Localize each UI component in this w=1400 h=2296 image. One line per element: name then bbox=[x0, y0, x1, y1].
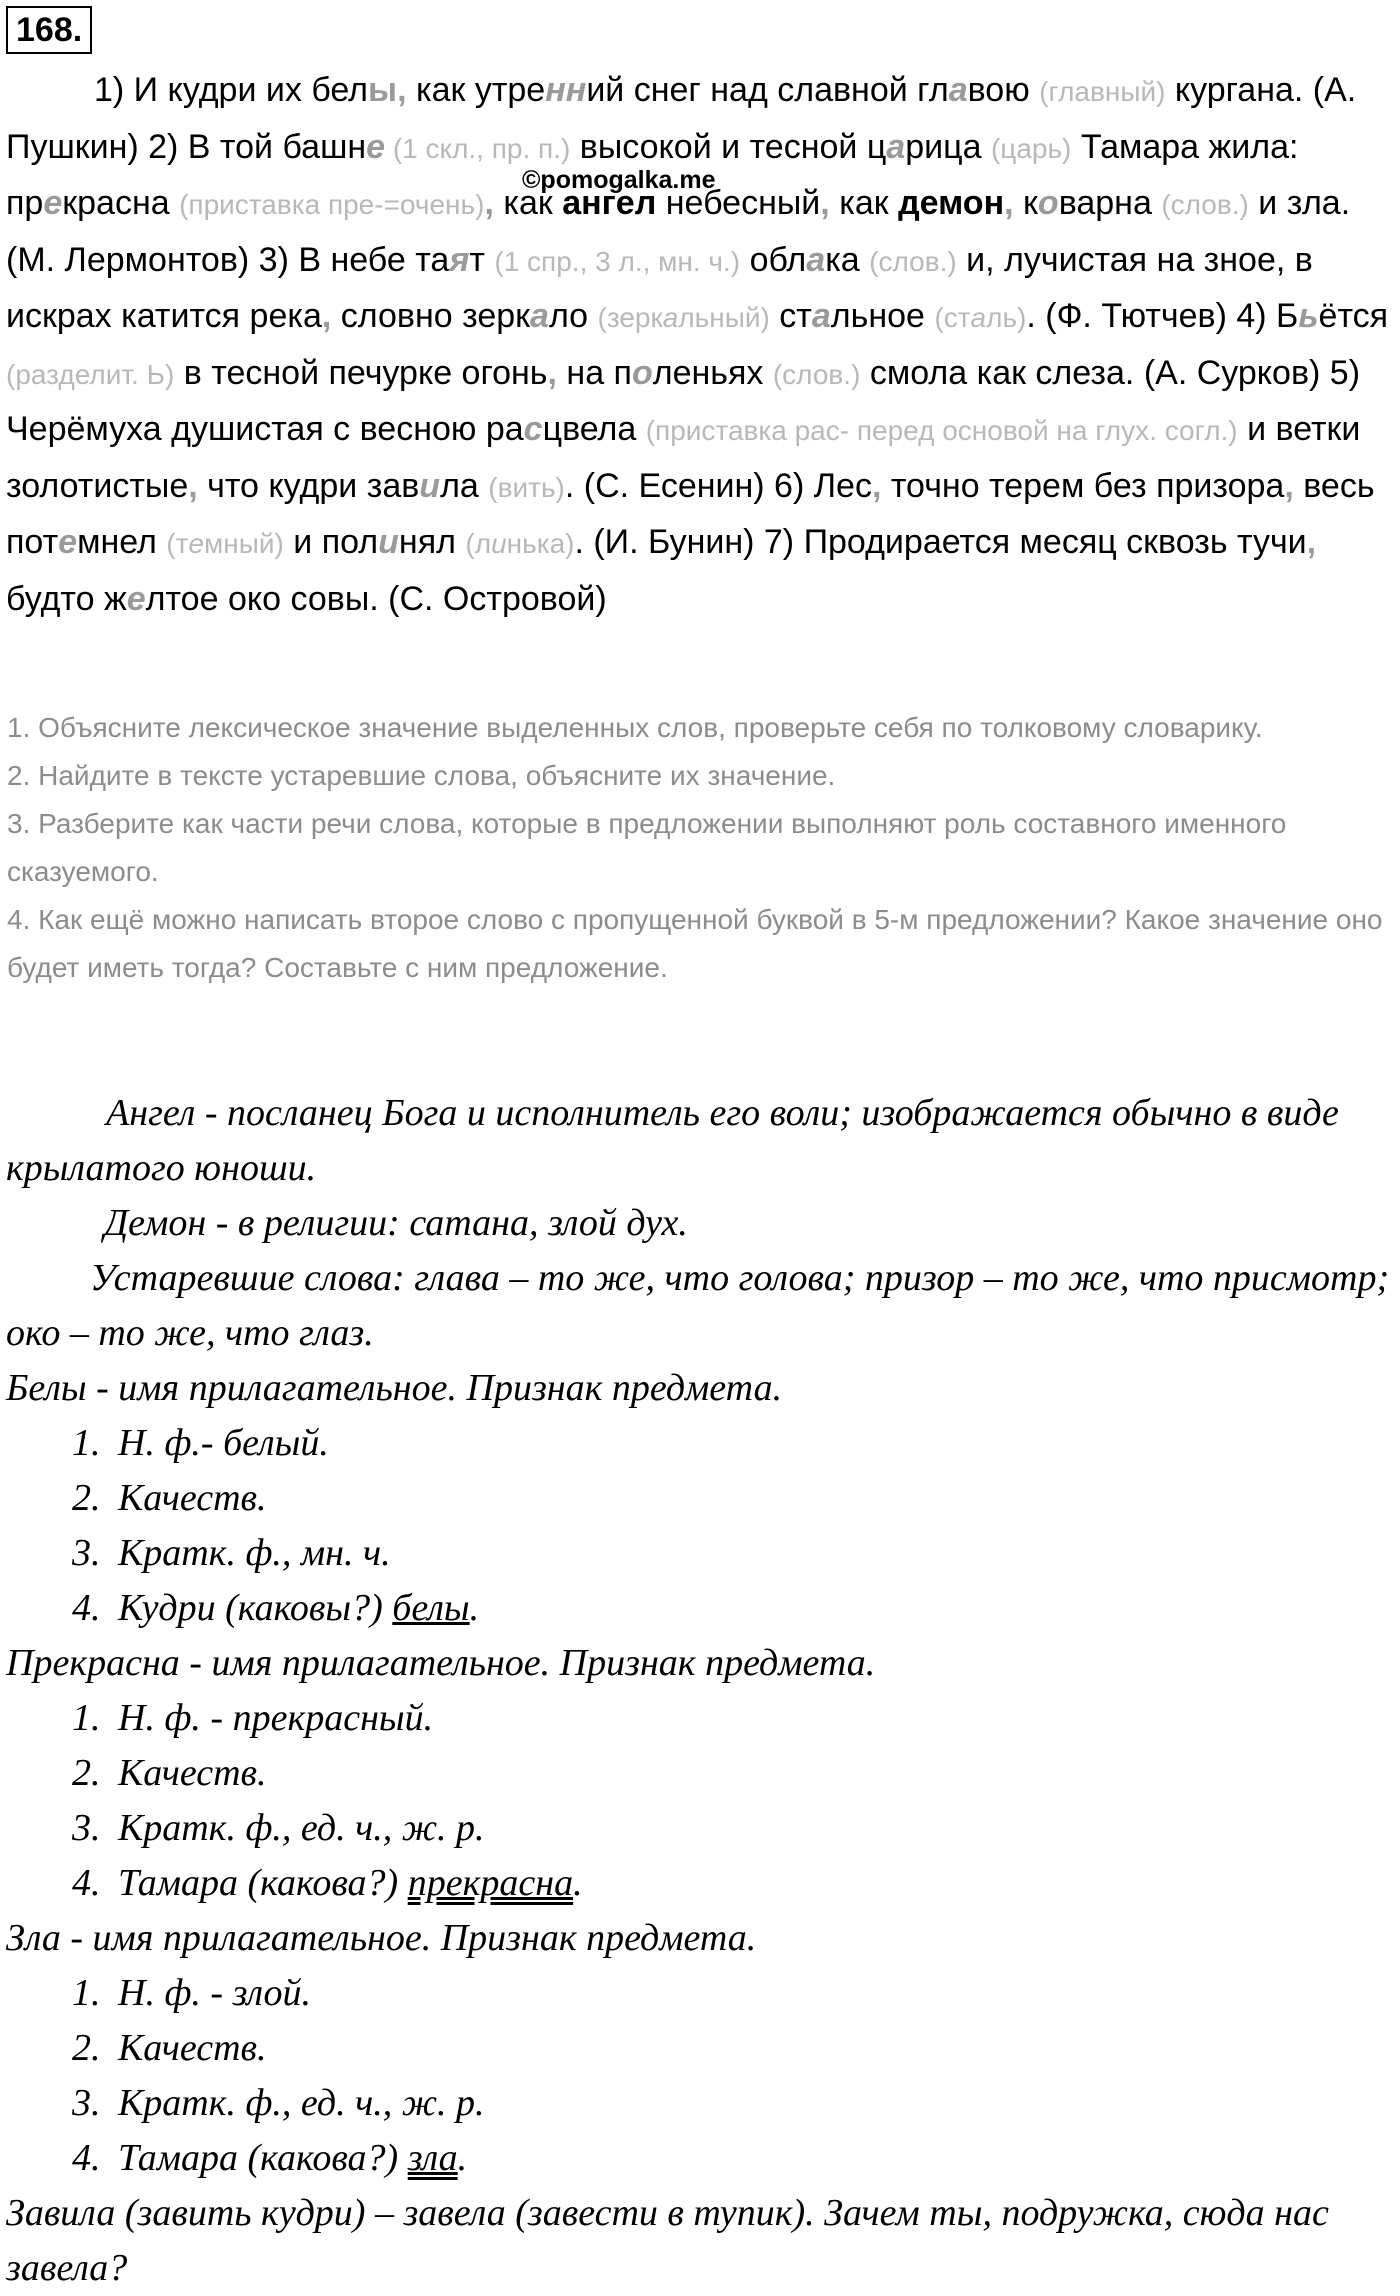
item-text: . bbox=[469, 1587, 480, 1629]
analysis-heading-zla: Зла - имя прилагательное. Признак предмета. bbox=[6, 1917, 757, 1959]
gray-hint: (1 спр., 3 л., мн. ч.) bbox=[494, 245, 741, 277]
answer-angel-definition: Ангел - посланец Бога и исполнитель его воли; изображается обычно в виде крылатого юноши. bbox=[6, 1092, 1339, 1189]
gray-hint: (приставка рас- перед основой на глух. согл.) bbox=[645, 415, 1238, 446]
text-segment: и пол bbox=[283, 523, 379, 561]
question-item: 3. Разберите как части речи слова, которые в предложении выполняют роль составного именного сказуемого. bbox=[7, 808, 1287, 887]
watermark: ©pomogalka.me bbox=[522, 166, 716, 194]
list-item: 1. Н. ф.- белый. bbox=[110, 1416, 1398, 1471]
text-segment: ий снег над славной гл bbox=[586, 71, 949, 109]
text-segment: точно терем без призора bbox=[881, 466, 1285, 505]
text-segment: кургана. (А. Пушкин) 2) В той башн bbox=[6, 71, 1357, 166]
text-segment: к bbox=[1013, 184, 1038, 222]
bold-word-angel: ангел bbox=[562, 184, 657, 222]
highlighted-comma: , bbox=[397, 71, 407, 109]
list-item: 1. Н. ф. - злой. bbox=[110, 1966, 1398, 2021]
text-segment: как утре bbox=[406, 71, 546, 109]
text-segment: . (С. Есенин) 6) Лес bbox=[564, 466, 872, 505]
highlighted-comma: , bbox=[1284, 466, 1294, 505]
text-segment: ка bbox=[825, 240, 870, 279]
text-segment: как bbox=[493, 184, 563, 222]
item-text: . bbox=[573, 1862, 583, 1904]
underlined-predicate: зла bbox=[407, 2137, 458, 2179]
highlighted-comma: , bbox=[188, 466, 198, 505]
text-segment: льное bbox=[830, 297, 935, 335]
gray-hint: (1 скл., пр. п.) bbox=[385, 132, 571, 164]
highlighted-letter: е bbox=[126, 579, 146, 618]
text-segment: обл bbox=[740, 240, 807, 279]
highlighted-comma: , bbox=[820, 184, 830, 222]
text-segment: весь пот bbox=[6, 466, 1375, 561]
gray-hint-letter: е bbox=[188, 528, 205, 559]
question-item: 4. Как ещё можно написать второе слово с пропущенной буквой в 5-м предложении? Какое значение оно будет иметь тогда? Составьте с ним предложение. bbox=[7, 904, 1383, 983]
highlighted-comma: , bbox=[484, 184, 494, 222]
text-segment: вою bbox=[967, 71, 1040, 109]
list-item: 2. Качеств. bbox=[110, 1471, 1398, 1526]
text-segment: как bbox=[829, 184, 899, 222]
text-segment: рица bbox=[905, 127, 991, 166]
gray-hint: нька) bbox=[506, 528, 575, 559]
answer-demon-definition: Демон - в религии: сатана, злой дух. bbox=[104, 1202, 688, 1244]
question-item: 2. Найдите в тексте устаревшие слова, объясните их значение. bbox=[7, 760, 836, 791]
analysis-list-prekrasna bbox=[6, 1691, 1398, 1911]
underlined-predicate: прекрасна bbox=[407, 1862, 574, 1904]
highlighted-letter: е bbox=[43, 184, 63, 222]
highlighted-letter: ь bbox=[1298, 297, 1319, 335]
highlighted-letter: ы bbox=[368, 71, 398, 109]
gray-hint: (ст bbox=[934, 302, 971, 333]
text-segment: Тамара жила: пр bbox=[6, 127, 1299, 222]
text-segment: небесный bbox=[656, 184, 821, 222]
underlined-predicate: белы bbox=[392, 1587, 470, 1629]
gray-hint: (вить) bbox=[488, 471, 565, 503]
questions-list bbox=[7, 704, 1395, 992]
text-segment: нял bbox=[398, 523, 466, 561]
highlighted-letter: о bbox=[1037, 184, 1059, 222]
text-segment: т bbox=[469, 240, 495, 279]
list-item: 2. Качеств. bbox=[110, 2021, 1398, 2076]
gray-hint: (л bbox=[465, 528, 492, 559]
list-item: 1. Н. ф. - прекрасный. bbox=[110, 1691, 1398, 1746]
highlighted-letter: и bbox=[378, 523, 399, 561]
text-segment: мнел bbox=[77, 523, 167, 561]
text-segment: в тесной печурке огонь bbox=[174, 353, 548, 392]
text-segment: ст bbox=[769, 297, 812, 335]
gray-hint: (приставка пре-=очень) bbox=[179, 189, 485, 220]
list-item bbox=[110, 2131, 1398, 2186]
text-segment: и, лучистая на зное, в искрах катится река bbox=[6, 240, 1313, 335]
text-segment: . (И. Бунин) 7) Продирается месяц сквозь тучи bbox=[574, 523, 1307, 561]
highlighted-comma: , bbox=[1004, 184, 1014, 222]
list-item bbox=[110, 1581, 1398, 1636]
gray-hint: (т bbox=[166, 528, 189, 559]
list-item: 3. Кратк. ф., мн. ч. bbox=[110, 1526, 1398, 1581]
highlighted-letter: а bbox=[811, 297, 831, 335]
text-segment: варна bbox=[1058, 184, 1162, 222]
gray-hint: льный) bbox=[678, 302, 770, 333]
gray-hint: (слов.) bbox=[772, 358, 861, 390]
item-text: Тамара (какова?) bbox=[118, 2137, 408, 2179]
gray-hint: ль) bbox=[986, 302, 1027, 333]
gray-hint: (слов.) bbox=[1161, 189, 1249, 220]
highlighted-comma: , bbox=[1306, 523, 1317, 561]
highlighted-letter: е bbox=[366, 127, 386, 166]
item-text: Тамара (какова?) bbox=[118, 1862, 408, 1904]
gray-hint: мный) bbox=[204, 528, 284, 559]
text-segment: . (Ф. Тютчев) 4) Б bbox=[1026, 297, 1299, 335]
text-segment: ла bbox=[440, 466, 489, 505]
list-item: 3. Кратк. ф., ед. ч., ж. р. bbox=[110, 1801, 1398, 1856]
text-segment: леньях bbox=[652, 353, 773, 392]
text-segment: смола как слеза. (А. Сурков) 5) Черёмуха душистая с весною ра bbox=[6, 353, 1361, 448]
highlighted-letter: а bbox=[530, 297, 549, 335]
text-segment: цвела bbox=[542, 410, 646, 448]
gray-hint: (зерк bbox=[597, 302, 663, 333]
item-text: . bbox=[457, 2137, 468, 2179]
text-segment: и ветки золотистые bbox=[6, 410, 1361, 505]
analysis-list-zla bbox=[6, 1966, 1398, 2186]
text-segment: и зла. (М. Лермонтов) 3) В небе та bbox=[6, 184, 1351, 279]
text-segment: словно зерк bbox=[331, 297, 531, 335]
list-item: 3. Кратк. ф., ед. ч., ж. р. bbox=[110, 2076, 1398, 2131]
analysis-list-bely bbox=[6, 1416, 1398, 1636]
gray-hint: (слов.) bbox=[869, 245, 957, 277]
highlighted-letter: я bbox=[449, 240, 470, 279]
text-segment: ло bbox=[548, 297, 598, 335]
analysis-heading-prekrasna: Прекрасна - имя прилагательное. Признак предмета. bbox=[6, 1642, 876, 1684]
highlighted-comma: , bbox=[547, 353, 557, 392]
bold-word-demon: демон bbox=[898, 184, 1005, 222]
text-segment: 1) И кудри их бел bbox=[94, 71, 369, 109]
text-segment: лтое око совы. (С. Островой) bbox=[145, 579, 607, 618]
gray-hint-letter: а bbox=[662, 302, 679, 333]
text-segment: на п bbox=[556, 353, 632, 392]
highlighted-letter: нн bbox=[545, 71, 587, 109]
gray-hint: (разделит. Ь) bbox=[6, 358, 175, 390]
text-segment: высокой и тесной ц bbox=[570, 127, 887, 166]
question-item: 1. Объясните лексическое значение выделенных слов, проверьте себя по толковому словарику. bbox=[7, 712, 1263, 743]
highlighted-letter: о bbox=[631, 353, 653, 392]
gray-hint-letter: а bbox=[970, 302, 987, 333]
text-segment: ётся bbox=[1318, 297, 1389, 335]
answer-obsolete-words: Устаревшие слова: глава – то же, что голова; призор – то же, что присмотр; око – то же, что глаз. bbox=[6, 1257, 1390, 1354]
exercise-number: 168. bbox=[6, 6, 92, 54]
highlighted-letter: и bbox=[419, 466, 441, 505]
analysis-heading-bely: Белы - имя прилагательное. Признак предмета. bbox=[6, 1367, 783, 1409]
answer-section bbox=[6, 1086, 1398, 2296]
answer-zavila: Завила (завить кудри) – завела (завести в тупик). Зачем ты, подружка, сюда нас завела? bbox=[6, 2192, 1329, 2289]
exercise-text bbox=[6, 63, 1398, 627]
highlighted-letter: е bbox=[58, 523, 78, 561]
highlighted-letter: а bbox=[886, 127, 906, 166]
highlighted-letter: а bbox=[948, 71, 968, 109]
text-segment: будто ж bbox=[6, 579, 127, 618]
highlighted-letter: а bbox=[806, 240, 826, 279]
text-segment: красна bbox=[62, 184, 180, 222]
gray-hint: (царь) bbox=[990, 132, 1072, 164]
highlighted-comma: , bbox=[871, 466, 882, 505]
highlighted-comma: , bbox=[321, 297, 332, 335]
list-item: 2. Качеств. bbox=[110, 1746, 1398, 1801]
highlighted-letter: с bbox=[523, 410, 543, 448]
gray-hint-letter: и bbox=[491, 528, 507, 559]
text-segment: что кудри зав bbox=[197, 466, 420, 505]
gray-hint: (главный) bbox=[1039, 76, 1166, 107]
list-item bbox=[110, 1856, 1398, 1911]
item-text: Кудри (каковы?) bbox=[118, 1587, 393, 1629]
